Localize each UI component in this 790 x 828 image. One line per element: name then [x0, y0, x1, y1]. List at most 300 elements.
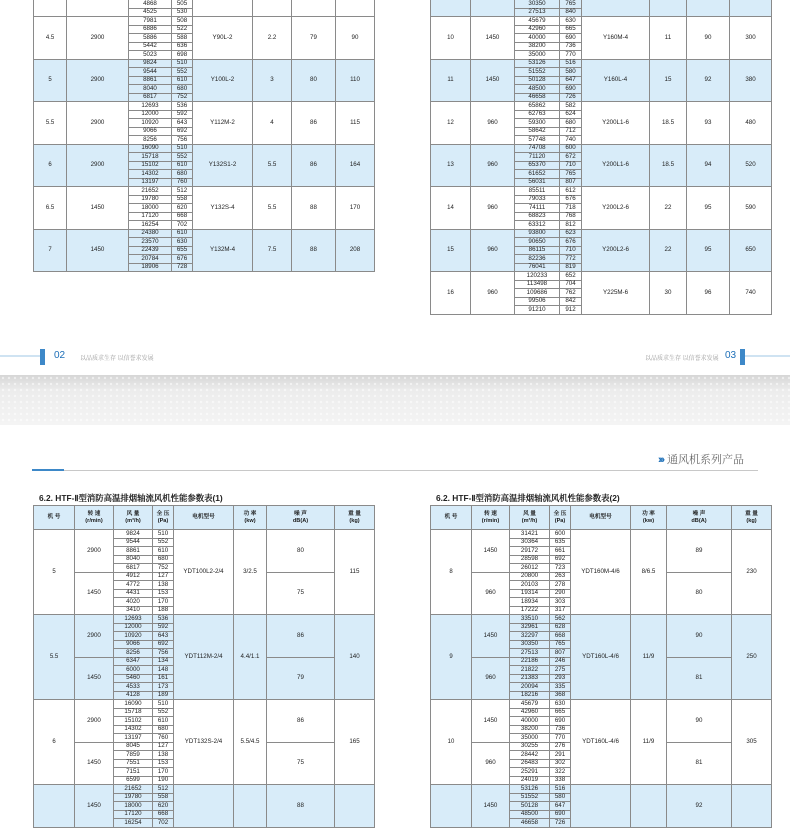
- fan-number-cell: [34, 785, 75, 828]
- pressure-cell: 505: [172, 0, 193, 8]
- airflow-cell: 7859: [114, 751, 153, 760]
- noise-cell: 590: [730, 187, 772, 230]
- pressure-cell: 680: [172, 85, 193, 94]
- page-left: [0, 0, 395, 375]
- airflow-cell: 82236: [515, 255, 560, 264]
- airflow-cell: 4525: [129, 8, 172, 17]
- header-power: 功 率 (kw): [631, 506, 667, 530]
- pressure-cell: 592: [153, 623, 174, 632]
- noise-cell: 81: [667, 742, 732, 785]
- noise-cell: [336, 0, 375, 17]
- airflow-cell: 18216: [510, 691, 550, 700]
- table-row: [431, 144, 772, 153]
- weight-cell: 230: [732, 530, 772, 615]
- chevron-icon: ›››: [658, 454, 663, 466]
- noise-cell: 88: [267, 785, 335, 828]
- airflow-cell: 12000: [129, 110, 172, 119]
- table-row: [34, 187, 375, 196]
- airflow-cell: 24019: [510, 776, 550, 785]
- airflow-cell: 17222: [510, 606, 550, 615]
- efficiency-cell: [687, 0, 730, 17]
- pressure-cell: 303: [550, 598, 571, 607]
- weight-cell: 115: [335, 530, 375, 615]
- airflow-cell: 28442: [510, 751, 550, 760]
- pressure-cell: 840: [560, 8, 582, 17]
- speed-cell: 960: [471, 272, 515, 315]
- airflow-cell: 42960: [510, 708, 550, 717]
- speed-cell: 2900: [67, 102, 129, 145]
- speed-cell: 2900: [67, 144, 129, 187]
- efficiency-cell: 95: [687, 187, 730, 230]
- pressure-cell: 536: [153, 615, 174, 624]
- airflow-cell: 8040: [129, 85, 172, 94]
- table-row: [34, 700, 375, 709]
- pressure-cell: 665: [560, 25, 582, 34]
- power-cell: 3/2.5: [234, 530, 267, 615]
- power-cell: [650, 0, 687, 17]
- fan-number-cell: 8: [431, 530, 472, 615]
- airflow-cell: 30255: [510, 742, 550, 751]
- airflow-cell: 40000: [515, 34, 560, 43]
- pressure-cell: 710: [560, 161, 582, 170]
- pressure-cell: 510: [172, 144, 193, 153]
- fan-number-cell: 6: [34, 144, 67, 187]
- speed-cell: 1450: [472, 785, 510, 828]
- weight-cell: 165: [335, 700, 375, 785]
- pressure-cell: 512: [153, 785, 174, 794]
- fan-spec-table-upper-right: [430, 0, 772, 315]
- fan-number-cell: 10: [431, 700, 472, 785]
- airflow-cell: 90650: [515, 238, 560, 247]
- airflow-cell: 27513: [515, 8, 560, 17]
- fan-number-cell: 7: [34, 229, 67, 272]
- pressure-cell: 676: [560, 238, 582, 247]
- efficiency-cell: 94: [687, 144, 730, 187]
- airflow-cell: 59300: [515, 119, 560, 128]
- pressure-cell: 690: [550, 717, 571, 726]
- airflow-cell: 7981: [129, 17, 172, 26]
- motor-model-cell: Y160M-4: [582, 17, 650, 60]
- airflow-cell: 13197: [114, 734, 153, 743]
- airflow-cell: 74708: [515, 144, 560, 153]
- noise-cell: 80: [267, 530, 335, 573]
- motor-model-cell: [174, 785, 234, 828]
- power-cell: 11/9: [631, 615, 667, 700]
- airflow-cell: 12693: [129, 102, 172, 111]
- speed-cell: 1450: [471, 59, 515, 102]
- pressure-cell: 676: [560, 195, 582, 204]
- airflow-cell: 71120: [515, 153, 560, 162]
- airflow-cell: 19780: [114, 793, 153, 802]
- airflow-cell: 10920: [129, 119, 172, 128]
- speed-cell: 2900: [75, 530, 114, 573]
- table-row: [34, 59, 375, 68]
- airflow-cell: 21652: [129, 187, 172, 196]
- pressure-cell: 530: [172, 8, 193, 17]
- section-title-right: 6.2. HTF-Ⅱ型消防高温排烟轴流风机性能参数表(2): [436, 493, 620, 503]
- speed-cell: 2900: [75, 615, 114, 658]
- airflow-cell: 18000: [114, 802, 153, 811]
- pressure-cell: 765: [560, 0, 582, 8]
- airflow-cell: 85511: [515, 187, 560, 196]
- pressure-cell: 698: [172, 51, 193, 60]
- speed-cell: 1450: [471, 17, 515, 60]
- efficiency-cell: 79: [292, 17, 336, 60]
- pressure-cell: 508: [172, 17, 193, 26]
- pressure-cell: 317: [550, 606, 571, 615]
- airflow-cell: 12000: [114, 623, 153, 632]
- airflow-cell: 4868: [129, 0, 172, 8]
- speed-cell: 960: [471, 144, 515, 187]
- efficiency-cell: 88: [292, 229, 336, 272]
- pressure-cell: 600: [560, 144, 582, 153]
- header-weight: 重 量 (kg): [335, 506, 375, 530]
- airflow-cell: 65370: [515, 161, 560, 170]
- airflow-cell: 16090: [114, 700, 153, 709]
- pressure-cell: 736: [560, 42, 582, 51]
- pressure-cell: 690: [560, 85, 582, 94]
- pressure-cell: 246: [550, 657, 571, 666]
- airflow-cell: 68823: [515, 212, 560, 221]
- pressure-cell: 276: [550, 742, 571, 751]
- pressure-cell: 153: [153, 589, 174, 598]
- page-right: [395, 0, 790, 375]
- header-speed: 转 速 (r/min): [75, 506, 114, 530]
- noise-cell: 650: [730, 229, 772, 272]
- motor-model-cell: Y200L2-6: [582, 187, 650, 230]
- airflow-cell: 93800: [515, 229, 560, 238]
- airflow-cell: 57748: [515, 136, 560, 145]
- pressure-cell: 655: [172, 246, 193, 255]
- pressure-cell: 610: [153, 547, 174, 556]
- pressure-cell: 704: [560, 280, 582, 289]
- power-cell: 15: [650, 59, 687, 102]
- speed-cell: 1450: [75, 742, 114, 785]
- pressure-cell: 552: [172, 153, 193, 162]
- table-row: [431, 187, 772, 196]
- airflow-cell: 48500: [510, 810, 550, 819]
- noise-cell: 80: [667, 572, 732, 615]
- pressure-cell: 161: [153, 674, 174, 683]
- noise-cell: 164: [336, 144, 375, 187]
- airflow-cell: 23570: [129, 238, 172, 247]
- pressure-cell: 680: [560, 119, 582, 128]
- airflow-cell: 30364: [510, 538, 550, 547]
- speed-cell: 960: [472, 742, 510, 785]
- footer-left: [0, 349, 395, 365]
- power-cell: 4: [253, 102, 292, 145]
- airflow-cell: 22186: [510, 657, 550, 666]
- fan-spec-table-2: [430, 505, 772, 828]
- pressure-cell: 580: [550, 793, 571, 802]
- pressure-cell: 819: [560, 263, 582, 272]
- pressure-cell: 170: [153, 768, 174, 777]
- pressure-cell: 558: [172, 195, 193, 204]
- power-cell: 22: [650, 187, 687, 230]
- header-no: 机 号: [431, 506, 472, 530]
- weight-cell: 305: [732, 700, 772, 785]
- pressure-cell: 740: [560, 136, 582, 145]
- motor-model-cell: YDT100L2-2/4: [174, 530, 234, 615]
- motor-model-cell: Y100L-2: [193, 59, 253, 102]
- airflow-cell: 6000: [114, 666, 153, 675]
- pressure-cell: 291: [550, 751, 571, 760]
- page-gap-texture: [0, 375, 790, 425]
- fan-number-cell: 11: [431, 59, 471, 102]
- motor-model-cell: YDT160M-4/6: [571, 530, 631, 615]
- pressure-cell: 134: [153, 657, 174, 666]
- pressure-cell: 812: [560, 221, 582, 230]
- speed-cell: 960: [471, 229, 515, 272]
- lower-page-spread: [0, 425, 790, 826]
- airflow-cell: 13197: [129, 178, 172, 187]
- noise-cell: 740: [730, 272, 772, 315]
- weight-cell: 250: [732, 615, 772, 700]
- speed-cell: [67, 0, 129, 17]
- speed-cell: 1450: [472, 615, 510, 658]
- header-flow: 风 量 (m³/h): [510, 506, 550, 530]
- fan-number-cell: 5.5: [34, 102, 67, 145]
- page-number-left: 02: [54, 350, 66, 361]
- airflow-cell: 15102: [114, 717, 153, 726]
- airflow-cell: 20094: [510, 683, 550, 692]
- page-number-right: 03: [725, 350, 737, 361]
- efficiency-cell: 93: [687, 102, 730, 145]
- noise-cell: 520: [730, 144, 772, 187]
- power-cell: [253, 0, 292, 17]
- pressure-cell: 702: [172, 221, 193, 230]
- airflow-cell: 74111: [515, 204, 560, 213]
- pressure-cell: 912: [560, 306, 582, 315]
- airflow-cell: 20103: [510, 581, 550, 590]
- pressure-cell: 692: [153, 640, 174, 649]
- pressure-cell: 368: [550, 691, 571, 700]
- noise-cell: [730, 0, 772, 17]
- airflow-cell: 6817: [114, 564, 153, 573]
- pressure-cell: 148: [153, 666, 174, 675]
- airflow-cell: 25291: [510, 768, 550, 777]
- table-row: [34, 785, 375, 794]
- pressure-cell: 772: [560, 255, 582, 264]
- speed-cell: 1450: [67, 187, 129, 230]
- fan-spec-table-1: [33, 505, 375, 828]
- airflow-cell: 5023: [129, 51, 172, 60]
- pressure-cell: 752: [153, 564, 174, 573]
- pressure-cell: 138: [153, 581, 174, 590]
- airflow-cell: 14302: [129, 170, 172, 179]
- table-row: [34, 229, 375, 238]
- airflow-cell: 8040: [114, 555, 153, 564]
- noise-cell: 86: [267, 700, 335, 743]
- pressure-cell: 762: [560, 289, 582, 298]
- speed-cell: 2900: [67, 17, 129, 60]
- pressure-cell: 760: [172, 178, 193, 187]
- pressure-cell: 335: [550, 683, 571, 692]
- pressure-cell: 127: [153, 572, 174, 581]
- speed-cell: 960: [471, 102, 515, 145]
- power-cell: 5.5: [253, 187, 292, 230]
- pressure-cell: 623: [560, 229, 582, 238]
- airflow-cell: 45679: [510, 700, 550, 709]
- airflow-cell: 50128: [510, 802, 550, 811]
- power-cell: 18.5: [650, 144, 687, 187]
- pressure-cell: 647: [560, 76, 582, 85]
- airflow-cell: 31421: [510, 530, 550, 539]
- pressure-cell: 610: [172, 76, 193, 85]
- table-row: [431, 17, 772, 26]
- speed-cell: 1450: [75, 572, 114, 615]
- pressure-cell: 630: [550, 700, 571, 709]
- speed-cell: 2900: [67, 59, 129, 102]
- airflow-cell: 21822: [510, 666, 550, 675]
- power-cell: 5.5/4.5: [234, 700, 267, 785]
- pressure-cell: 652: [560, 272, 582, 281]
- section-title-left: 6.2. HTF-Ⅱ型消防高温排烟轴流风机性能参数表(1): [39, 493, 223, 503]
- airflow-cell: 8256: [114, 649, 153, 658]
- fan-number-cell: 10: [431, 17, 471, 60]
- noise-cell: 90: [336, 17, 375, 60]
- pressure-cell: 726: [560, 93, 582, 102]
- airflow-cell: 6817: [129, 93, 172, 102]
- airflow-cell: 16254: [114, 819, 153, 828]
- table-row: [431, 615, 772, 624]
- airflow-cell: 22439: [129, 246, 172, 255]
- pressure-cell: 510: [153, 700, 174, 709]
- airflow-cell: 48500: [515, 85, 560, 94]
- airflow-cell: 32961: [510, 623, 550, 632]
- airflow-cell: 27513: [510, 649, 550, 658]
- fan-number-cell: 5: [34, 530, 75, 615]
- pressure-cell: 712: [560, 127, 582, 136]
- weight-cell: 140: [335, 615, 375, 700]
- airflow-cell: 86115: [515, 246, 560, 255]
- fan-number-cell: 6.5: [34, 187, 67, 230]
- efficiency-cell: [292, 0, 336, 17]
- power-cell: 22: [650, 229, 687, 272]
- pressure-cell: 672: [560, 153, 582, 162]
- table-row: [34, 144, 375, 153]
- fan-number-cell: 13: [431, 144, 471, 187]
- power-cell: 11: [650, 17, 687, 60]
- pressure-cell: 620: [153, 802, 174, 811]
- efficiency-cell: 92: [687, 59, 730, 102]
- airflow-cell: 109686: [515, 289, 560, 298]
- pressure-cell: 610: [153, 717, 174, 726]
- airflow-cell: 9544: [129, 68, 172, 77]
- pressure-cell: 592: [172, 110, 193, 119]
- pressure-cell: 647: [550, 802, 571, 811]
- table-row: [34, 0, 375, 8]
- pressure-cell: 190: [153, 776, 174, 785]
- fan-number-cell: 5.5: [34, 615, 75, 700]
- airflow-cell: 38200: [510, 725, 550, 734]
- pressure-cell: 636: [172, 42, 193, 51]
- table-row: [431, 229, 772, 238]
- pressure-cell: 752: [172, 93, 193, 102]
- header-power: 功 率 (kw): [234, 506, 267, 530]
- pressure-cell: 293: [550, 674, 571, 683]
- pressure-cell: 536: [172, 102, 193, 111]
- category-heading-text: 通风机系列产品: [667, 454, 744, 466]
- airflow-cell: 21652: [114, 785, 153, 794]
- airflow-cell: 99506: [515, 297, 560, 306]
- airflow-cell: 17120: [129, 212, 172, 221]
- airflow-cell: 33510: [510, 615, 550, 624]
- pressure-cell: 624: [560, 110, 582, 119]
- pressure-cell: 765: [550, 640, 571, 649]
- fan-number-cell: 14: [431, 187, 471, 230]
- pressure-cell: 600: [550, 530, 571, 539]
- power-cell: [234, 785, 267, 828]
- efficiency-cell: 95: [687, 229, 730, 272]
- airflow-cell: 17120: [114, 810, 153, 819]
- airflow-cell: 19780: [129, 195, 172, 204]
- efficiency-cell: 88: [292, 187, 336, 230]
- noise-cell: 90: [667, 615, 732, 658]
- fan-number-cell: [431, 785, 472, 828]
- motor-model-cell: Y200L1-6: [582, 102, 650, 145]
- airflow-cell: 16090: [129, 144, 172, 153]
- airflow-cell: 62763: [515, 110, 560, 119]
- pressure-cell: 702: [153, 819, 174, 828]
- fan-number-cell: 6: [34, 700, 75, 785]
- pressure-cell: 580: [560, 68, 582, 77]
- speed-cell: 1450: [472, 530, 510, 573]
- footer-slogan-right: 以品质求生存 以信誉求发展: [645, 356, 719, 362]
- noise-cell: 380: [730, 59, 772, 102]
- airflow-cell: 9066: [114, 640, 153, 649]
- pressure-cell: 842: [560, 297, 582, 306]
- fan-number-cell: 12: [431, 102, 471, 145]
- airflow-cell: 38200: [515, 42, 560, 51]
- speed-cell: 1450: [472, 700, 510, 743]
- pressure-cell: 718: [560, 204, 582, 213]
- airflow-cell: 8861: [114, 547, 153, 556]
- header-speed: 转 速 (r/min): [472, 506, 510, 530]
- pressure-cell: 322: [550, 768, 571, 777]
- pressure-cell: 643: [153, 632, 174, 641]
- airflow-cell: 7151: [114, 768, 153, 777]
- airflow-cell: 4128: [114, 691, 153, 700]
- pressure-cell: 510: [153, 530, 174, 539]
- pressure-cell: 765: [560, 170, 582, 179]
- pressure-cell: 690: [550, 810, 571, 819]
- airflow-cell: 9544: [114, 538, 153, 547]
- header-motor: 电机型号: [571, 506, 631, 530]
- motor-model-cell: YDT112M-2/4: [174, 615, 234, 700]
- airflow-cell: 5460: [114, 674, 153, 683]
- noise-cell: 115: [336, 102, 375, 145]
- airflow-cell: 9824: [129, 59, 172, 68]
- airflow-cell: 53126: [510, 785, 550, 794]
- airflow-cell: 6599: [114, 776, 153, 785]
- header-noise: 噪 声 dB(A): [267, 506, 335, 530]
- pressure-cell: 170: [153, 598, 174, 607]
- power-cell: 30: [650, 272, 687, 315]
- noise-cell: 170: [336, 187, 375, 230]
- header-noise: 噪 声 dB(A): [667, 506, 732, 530]
- power-cell: 11/9: [631, 700, 667, 785]
- airflow-cell: 4772: [114, 581, 153, 590]
- airflow-cell: 32297: [510, 632, 550, 641]
- airflow-cell: 18906: [129, 263, 172, 272]
- pressure-cell: 680: [153, 555, 174, 564]
- pressure-cell: 552: [172, 68, 193, 77]
- table-row: [431, 59, 772, 68]
- noise-cell: 110: [336, 59, 375, 102]
- header-pressure: 全 压 (Pa): [153, 506, 174, 530]
- efficiency-cell: 96: [687, 272, 730, 315]
